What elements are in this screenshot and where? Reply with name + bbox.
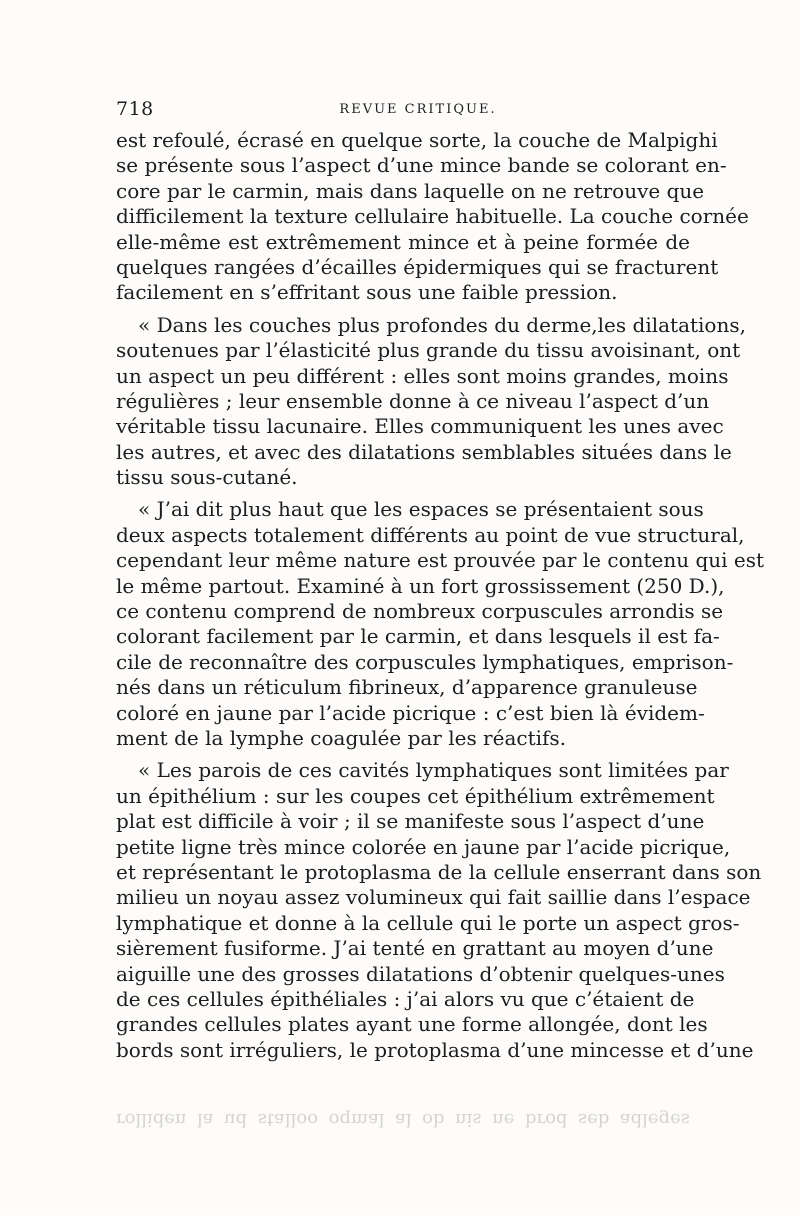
text-line: se présente sous l’aspect d’une mince bande se colorant en-	[116, 153, 727, 178]
text-line: elle-même est extrêmement mince et à peine formée de	[116, 229, 690, 254]
text-line: sièrement fusiforme. J’ai tenté en grattant au moyen d’une	[116, 936, 714, 961]
body-text	[116, 128, 765, 1063]
text-line: grandes cellules plates ayant une forme allongée, dont les	[116, 1012, 708, 1037]
text-line: et représentant le protoplasma de la cellule enserrant dans son	[116, 859, 762, 884]
running-title: REVUE CRITIQUE.	[339, 102, 497, 117]
page-number: 718	[116, 98, 154, 120]
text-line: ment de la lymphe coagulée par les réactifs.	[116, 725, 567, 750]
text-line: de ces cellules épithéliales : j’ai alors vu que c’étaient de	[116, 986, 695, 1011]
text-line: lymphatique et donne à la cellule qui le porte un aspect gros-	[116, 910, 740, 935]
text-line: « J’ai dit plus haut que les espaces se présentaient sous	[138, 497, 704, 522]
text-line: soutenues par l’élasticité plus grande du tissu avoisinant, ont	[116, 338, 741, 363]
text-line: difficilement la texture cellulaire habituelle. La couche cornée	[116, 204, 749, 229]
paragraph	[116, 128, 749, 306]
text-line: un épithélium : sur les coupes cet épithélium extrêmement	[116, 783, 715, 808]
text-line: régulières ; leur ensemble donne à ce niveau l’aspect d’un	[116, 388, 710, 413]
page-header	[116, 98, 690, 124]
text-line: plat est difficile à voir ; il se manifeste sous l’aspect d’une	[116, 809, 705, 834]
paragraph	[116, 312, 746, 491]
text-line: deux aspects totalement différents au point de vue structural,	[116, 522, 745, 547]
text-line: un aspect un peu différent : elles sont moins grandes, moins	[116, 363, 729, 388]
text-line: « Dans les couches plus profondes du derme,les dilatations,	[138, 312, 746, 337]
text-line: milieu un noyau assez volumineux qui fait saillie dans l’espace	[116, 885, 751, 910]
text-line: les autres, et avec des dilatations semblables situées dans le	[116, 439, 732, 464]
paragraph	[116, 497, 765, 751]
paragraph	[116, 758, 762, 1063]
text-line: bords sont irréguliers, le protoplasma d’une mincesse et d’une	[116, 1037, 754, 1062]
text-line: le même partout. Examiné à un fort grossissement (250 D.),	[116, 573, 725, 598]
text-line: petite ligne très mince colorée en jaune par l’acide picrique,	[116, 834, 731, 859]
text-line: nés dans un réticulum fibrineux, d’apparence granuleuse	[116, 675, 698, 700]
text-line: aiguille une des grosses dilatations d’obtenir quelques-unes	[116, 961, 725, 986]
text-line: cile de reconnaître des corpuscules lymphatiques, emprison-	[116, 649, 734, 674]
bleed-through-text: rolliden la ud stalloo oqmal al ob nis ne brod seb adleges	[116, 1109, 690, 1130]
text-line: coloré en jaune par l’acide picrique : c’est bien là évidem-	[116, 700, 705, 725]
text-line: cependant leur même nature est prouvée par le contenu qui est	[116, 548, 765, 573]
text-line: quelques rangées d’écailles épidermiques qui se fracturent	[116, 254, 719, 279]
text-line: est refoulé, écrasé en quelque sorte, la couche de Malpighi	[116, 128, 718, 152]
text-line: tissu sous-cutané.	[116, 465, 298, 490]
text-line: ce contenu comprend de nombreux corpuscules arrondis se	[116, 599, 724, 624]
text-line: colorant facilement par le carmin, et dans lesquels il est fa-	[116, 624, 720, 649]
text-line: « Les parois de ces cavités lymphatiques sont limitées par	[138, 758, 729, 783]
text-line: core par le carmin, mais dans laquelle on ne retrouve que	[116, 178, 705, 203]
text-line: facilement en s’effritant sous une faible pression.	[116, 280, 618, 305]
text-line: véritable tissu lacunaire. Elles communiquent les unes avec	[116, 414, 724, 439]
